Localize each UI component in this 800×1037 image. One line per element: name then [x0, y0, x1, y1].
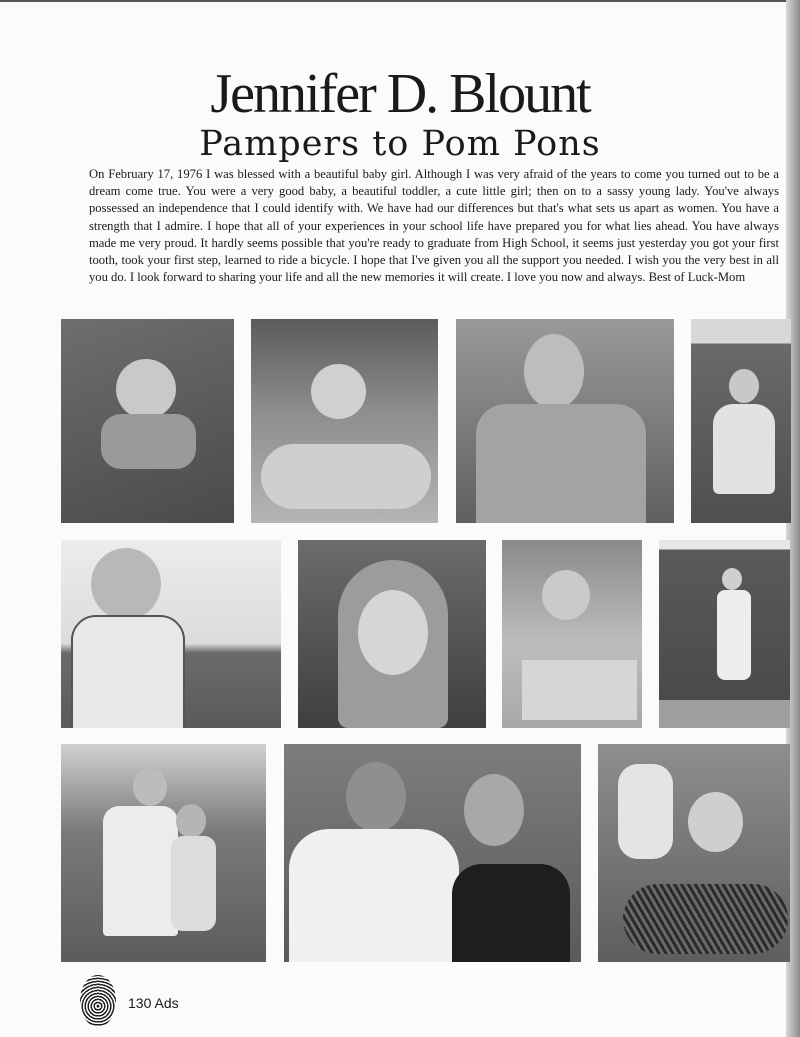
page-number: 130 Ads	[128, 995, 179, 1011]
page-folio	[80, 975, 200, 1030]
page-subtitle: Pampers to Pom Pons	[199, 124, 601, 164]
parent-message: On February 17, 1976 I was blessed with a beautiful baby girl. Although I was very afraid of the years to come you turned out to be a dream come true. You were a very good baby, a beautiful toddler, a cute little girl; then on to a sassy young lady. You've always possessed an independence that I could identify with. We have had our differences but that's what sets us apart as women. You have a strength that I admire. I hope that all of your experiences in your school life have prepared you for what lies ahead. You have always made me very proud. It hardly seems possible that you're ready to graduate from High School, it seems just yesterday you got your first tooth, took your first step, learned to ride a bicycle. I hope that I've given you all the support you needed. I wish you the very best in all you do. I look forward to sharing your life and all the new memories it will create. I love you now and always. Best of Luck-Mom	[89, 167, 779, 285]
father-with-child-photo	[456, 319, 674, 523]
fingerprint-icon	[80, 975, 116, 1027]
girl-with-bangs-photo	[298, 540, 486, 728]
page-title: Jennifer D. Blount	[210, 63, 590, 125]
mother-and-daughter-photo	[61, 744, 266, 962]
prom-couple-photo	[284, 744, 581, 962]
toddler-in-dress-photo	[691, 319, 791, 523]
baby-in-pool-photo	[251, 319, 438, 523]
baby-crawling-photo	[61, 319, 234, 523]
cheerleader-with-pompoms-photo	[598, 744, 790, 962]
girl-by-hedge-photo	[659, 540, 790, 728]
top-rule	[0, 0, 800, 2]
girl-in-costume-photo	[61, 540, 281, 728]
girl-at-table-photo	[502, 540, 642, 728]
